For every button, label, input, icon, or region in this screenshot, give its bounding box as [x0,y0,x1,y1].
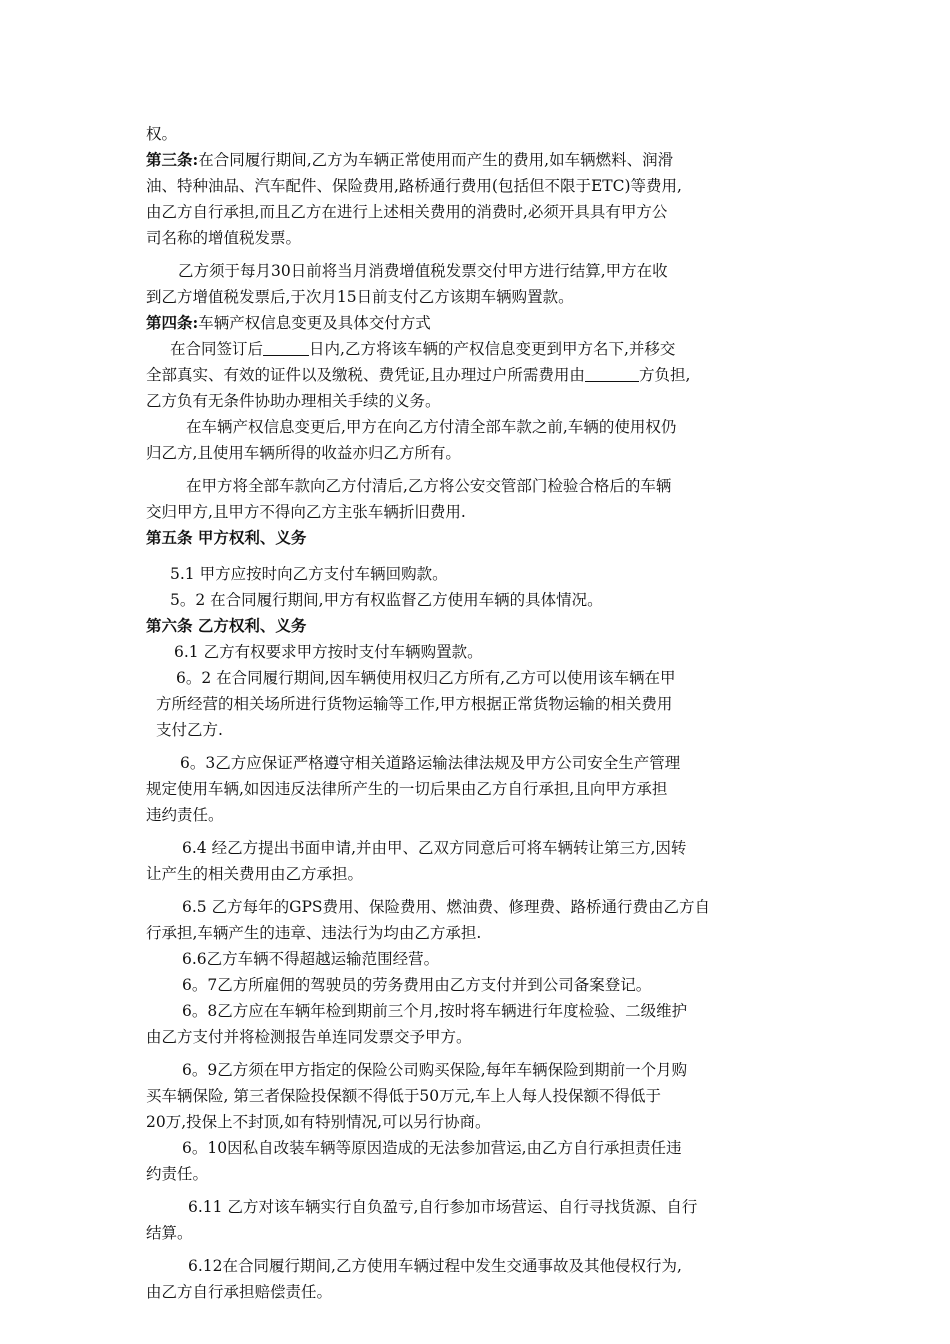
text-line [146,440,810,466]
list-item: 6.12在合同履行期间,乙方使用车辆过程中发生交通事故及其他侵权行为, [188,1257,682,1275]
text: 在合同签订后 [170,340,264,358]
list-item: 6。9乙方须在甲方指定的保险公司购买保险,每年车辆保险到期前一个月购 [182,1061,688,1079]
text: 权。 [146,125,178,143]
text-line: 违约责任。 [146,806,224,824]
text-line [146,499,810,525]
list-item: 6。8乙方应在车辆年检到期前三个月,按时将车辆进行年度检验、二级维护 [182,1002,688,1020]
text-line: 由乙方自行承担赔偿责任。 [146,1283,333,1301]
text-line [146,284,810,310]
text: 由乙方自行承担,而且乙方在进行上述相关费用的消费时,必须开具具有甲方公 [146,203,668,221]
list-item: 5。2 在合同履行期间,甲方有权监督乙方使用车辆的具体情况。 [170,591,603,609]
text-line: 规定使用车辆,如因违反法律所产生的一切后果由乙方自行承担,且向甲方承担 [146,780,668,798]
text: 交归甲方,且甲方不得向乙方主张车辆折旧费用. [146,503,466,521]
article-5-heading: 第五条 甲方权利、义务 [146,528,307,547]
article-3-first-line [146,147,810,173]
text-line: 20万,投保上不封顶,如有特别情况,可以另行协商。 [146,1113,491,1131]
text-line: 让产生的相关费用由乙方承担。 [146,865,364,883]
text: 车辆产权信息变更及具体交付方式 [198,314,431,332]
text-line [146,258,810,284]
text: 在甲方将全部车款向乙方付清后,乙方将公安交管部门检验合格后的车辆 [186,477,672,495]
text: 日内,乙方将该车辆的产权信息变更到甲方名下,并移交 [309,340,676,358]
text-line [146,199,810,225]
list-item: 6.6乙方车辆不得超越运输范围经营。 [182,950,440,968]
text-line [146,414,810,440]
text: 在车辆产权信息变更后,甲方在向乙方付清全部车款之前,车辆的使用权仍 [186,418,677,436]
text: 方负担, [638,366,691,384]
list-item: 5.1 甲方应按时向乙方支付车辆回购款。 [170,565,448,583]
fill-in-blank[interactable] [263,339,309,356]
text: 司名称的增值税发票。 [146,229,302,247]
text-line: 方所经营的相关场所进行货物运输等工作,甲方根据正常货物运输的相关费用 [156,695,673,713]
text: 全部真实、有效的证件以及缴税、费凭证,且办理过户所需费用由 [146,366,585,384]
article-4-heading-line [146,310,810,336]
text-line: 约责任。 [146,1165,209,1183]
list-item: 6.1 乙方有权要求甲方按时支付车辆购置款。 [174,643,483,661]
text: 在合同履行期间,乙方为车辆正常使用而产生的费用,如车辆燃料、润滑 [198,151,674,169]
text-line [146,388,810,414]
text-line [146,173,810,199]
text-line [146,336,810,362]
text-line: 结算。 [146,1224,193,1242]
text: 到乙方增值税发票后,于次月15日前支付乙方该期车辆购置款。 [146,288,574,306]
list-item: 6。2 在合同履行期间,因车辆使用权归乙方所有,乙方可以使用该车辆在甲 [176,669,676,687]
article-3-heading: 第三条: [146,150,199,169]
text: 乙方负有无条件协助办理相关手续的义务。 [146,392,441,410]
contract-page [146,121,810,1305]
text: 油、特种油品、汽车配件、保险费用,路桥通行费用(包括但不限于ETC)等费用, [146,177,682,195]
list-item: 6。7乙方所雇佣的驾驶员的劳务费用由乙方支付并到公司备案登记。 [182,976,652,994]
text-line [146,473,810,499]
list-item: 6。10因私自改装车辆等原因造成的无法参加营运,由乙方自行承担责任违 [182,1139,682,1157]
text-line: 买车辆保险, 第三者保险投保额不得低于50万元,车上人每人投保额不得低于 [146,1087,662,1105]
text-line [146,121,810,147]
text-line: 支付乙方. [156,721,223,739]
list-item: 6.11 乙方对该车辆实行自负盈亏,自行参加市场营运、自行寻找货源、自行 [188,1198,698,1216]
text-line [146,225,810,251]
text-line: 由乙方支付并将检测报告单连同发票交予甲方。 [146,1028,472,1046]
text-line: 行承担,车辆产生的违章、违法行为均由乙方承担. [146,924,482,942]
text: 乙方须于每月30日前将当月消费增值税发票交付甲方进行结算,甲方在收 [178,262,668,280]
fill-in-blank[interactable] [585,365,639,382]
article-4-heading: 第四条: [146,313,199,332]
list-item: 6.5 乙方每年的GPS费用、保险费用、燃油费、修理费、路桥通行费由乙方自 [182,898,711,916]
list-item: 6.4 经乙方提出书面申请,并由甲、乙双方同意后可将车辆转让第三方,因转 [182,839,687,857]
list-item: 6。3乙方应保证严格遵守相关道路运输法律法规及甲方公司安全生产管理 [180,754,681,772]
text: 归乙方,且使用车辆所得的收益亦归乙方所有。 [146,444,461,462]
article-6-heading: 第六条 乙方权利、义务 [146,616,307,635]
text-line [146,362,810,388]
